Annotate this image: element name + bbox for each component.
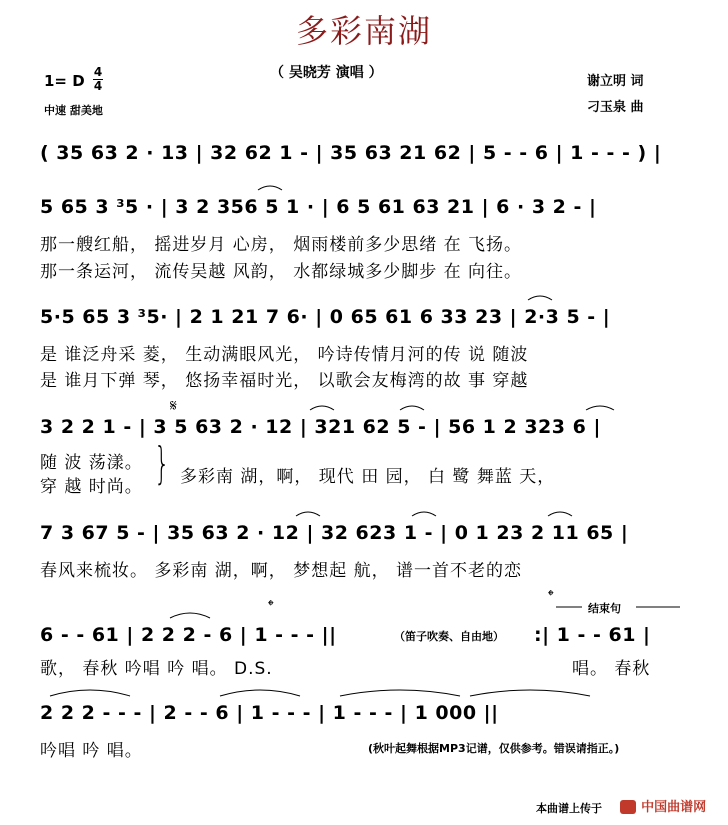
score-row-1: ( 35 63 2 · 13 | 32 62 1 - | 35 63 21 62 | 5 - - 6 | 1 - - - ) | — [40, 142, 662, 164]
performer: （ 吴晓芳 演唱 ） — [270, 65, 383, 81]
lyric-row-4-chorus: 多彩南 湖，啊， 现代 田 园， 白 鹭 舞蓝 天， — [180, 467, 556, 487]
verse-brace: } — [154, 438, 170, 489]
score-row-5: 7 3 67 5 - | 35 63 2 · 12 | 32 623 1 - | 0 1 23 2 11 65 | — [40, 522, 629, 544]
score-row-3: 5·5 65 3 ³5· | 2 1 21 7 6· | 0 65 61 6 33 23 | 2·3 5 - | — [40, 306, 611, 328]
song-title: 多彩南湖 — [295, 12, 432, 50]
lyric-row-6: 歌， 春秋 吟唱 吟 唱。 D.S. — [40, 659, 273, 679]
site-logo-icon — [620, 800, 636, 814]
slur-row5 — [296, 512, 320, 516]
tie-row7a — [50, 690, 130, 696]
lyric-row-2-verse-1: 那一艘红船， 摇进岁月 心房， 烟雨楼前多少思绪 在 飞扬。 — [40, 235, 523, 255]
time-signature — [93, 66, 103, 93]
lyric-row-3-verse-1: 是 谁泛舟采 菱， 生动满眼风光， 吟诗传情月河的传 说 随波 — [40, 345, 529, 365]
score-row-4: 3 2 2 1 - | 3 5 63 2 · 12 | 321 62 5 - | 56 1 2 323 6 | — [40, 416, 601, 438]
tie-row7d — [470, 690, 590, 696]
score-row-2: 5 65 3 ³5 · | 3 2 356 5 1 · | 6 5 61 63 21 | 6 · 3 2 - | — [40, 196, 597, 218]
coda-sign-end: 𝄌 — [548, 586, 554, 605]
key-signature: 1= D — [44, 72, 85, 90]
lyric-row-4-verse-2: 穿 越 时尚。 — [40, 477, 143, 497]
tie-row7c — [340, 690, 460, 696]
lyric-row-6-ending: 唱。 春秋 — [572, 659, 651, 679]
lyric-row-2-verse-2: 那一条运河， 流传吴越 风韵， 水都绿城多少脚步 在 向往。 — [40, 262, 523, 282]
slur-row4c — [586, 406, 614, 410]
slur-row5c — [548, 512, 572, 516]
ending-label: 结束句 — [588, 602, 621, 615]
instrument-comment: （笛子吹奏、自由地） — [394, 630, 504, 643]
segno-sign: 𝄋 — [170, 396, 177, 415]
score-row-7: 2 2 2 - - - | 2 - - 6 | 1 - - - | 1 - - - | 1 000 || — [40, 702, 499, 724]
lyric-row-5: 春风来梳妆。 多彩南 湖，啊， 梦想起 航， 谱一首不老的恋 — [40, 561, 523, 581]
transcription-note: (秋叶起舞根据MP3记谱，仅供参考。错误请指正。) — [368, 742, 620, 755]
upload-label: 本曲谱上传于 — [536, 802, 602, 815]
score-row-6: 6 - - 61 | 2 2 2 - 6 | 1 - - - || — [40, 624, 337, 646]
site-logo[interactable] — [620, 796, 706, 815]
tempo-marking: 中速 甜美地 — [44, 104, 103, 117]
slur-row6 — [170, 613, 210, 618]
score-row-6-ending: :| 1 - - 61 | — [534, 624, 651, 646]
site-logo-text: 中国曲谱网 — [641, 800, 707, 815]
time-bottom: 4 — [93, 79, 103, 93]
lyric-row-3-verse-2: 是 谁月下弹 琴， 悠扬幸福时光， 以歌会友梅湾的故 事 穿越 — [40, 371, 529, 391]
lyric-row-7: 吟唱 吟 唱。 — [40, 741, 143, 761]
tie-row7b — [220, 690, 300, 696]
slur-row2 — [258, 186, 282, 190]
slur-row5b — [412, 512, 436, 516]
lyric-row-4-verse-1: 随 波 荡漾。 — [40, 453, 143, 473]
coda-sign: 𝄌 — [268, 596, 274, 615]
composer: 刁玉泉 曲 — [587, 100, 644, 115]
slur-row4b — [400, 406, 424, 410]
time-top: 4 — [93, 65, 103, 79]
slur-row3 — [528, 296, 552, 300]
slur-row4 — [310, 406, 334, 410]
lyricist: 谢立明 词 — [587, 74, 644, 89]
